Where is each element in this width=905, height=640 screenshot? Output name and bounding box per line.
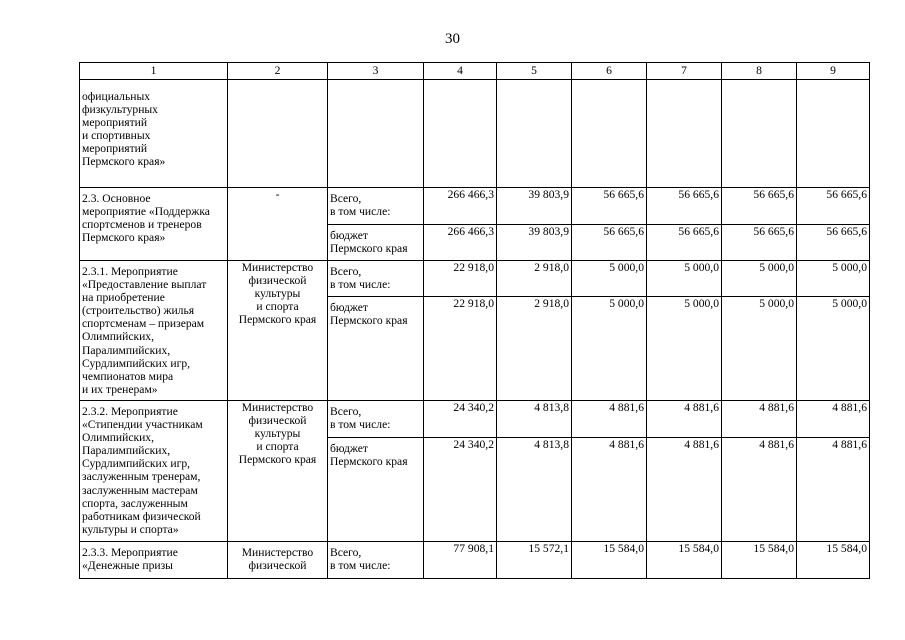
- empty-cell: [797, 80, 870, 188]
- value-cell: 56 665,6: [572, 225, 647, 261]
- value-cell: 4 881,6: [797, 438, 870, 542]
- value-cell: 56 665,6: [797, 188, 870, 225]
- table-row: [80, 542, 870, 579]
- measure-name: 2.3. Основное мероприятие «Поддержка спортсменов и тренеров Пермского края»: [80, 188, 228, 261]
- column-header: 2: [228, 63, 328, 80]
- funding-label: Всего, в том числе:: [328, 401, 424, 438]
- funding-label: бюджет Пермского края: [328, 225, 424, 261]
- empty-cell: [572, 80, 647, 188]
- value-cell: 15 584,0: [797, 542, 870, 579]
- column-header: 6: [572, 63, 647, 80]
- executor-cell: -: [228, 188, 328, 261]
- value-cell: 24 340,2: [424, 401, 497, 438]
- column-header: 1: [80, 63, 228, 80]
- value-cell: 24 340,2: [424, 438, 497, 542]
- value-cell: 56 665,6: [572, 188, 647, 225]
- empty-cell: [228, 80, 328, 188]
- value-cell: 56 665,6: [647, 225, 722, 261]
- measure-name: 2.3.2. Мероприятие «Стипендии участникам Олимпийских, Паралимпийских, Сурдлимпийских игр, заслуженным тренерам, заслуженным мастерам спорта, заслуженным работникам физической культуры и спорта»: [80, 401, 228, 542]
- value-cell: 22 918,0: [424, 297, 497, 401]
- value-cell: 56 665,6: [722, 188, 797, 225]
- table-row-continued: [80, 80, 870, 188]
- value-cell: 4 881,6: [722, 401, 797, 438]
- value-cell: 56 665,6: [647, 188, 722, 225]
- funding-label: бюджет Пермского края: [328, 438, 424, 542]
- value-cell: 56 665,6: [722, 225, 797, 261]
- value-cell: 4 813,8: [497, 438, 572, 542]
- value-cell: 5 000,0: [572, 297, 647, 401]
- value-cell: 39 803,9: [497, 188, 572, 225]
- column-header: 7: [647, 63, 722, 80]
- value-cell: 4 881,6: [797, 401, 870, 438]
- column-header: 5: [497, 63, 572, 80]
- budget-table: [79, 62, 870, 579]
- page-number: 30: [445, 31, 460, 47]
- value-cell: 15 584,0: [722, 542, 797, 579]
- funding-label: Всего, в том числе:: [328, 542, 424, 579]
- empty-cell: [647, 80, 722, 188]
- value-cell: 56 665,6: [797, 225, 870, 261]
- value-cell: 4 881,6: [572, 401, 647, 438]
- value-cell: 5 000,0: [722, 261, 797, 297]
- column-header: 3: [328, 63, 424, 80]
- value-cell: 77 908,1: [424, 542, 497, 579]
- column-header: 9: [797, 63, 870, 80]
- measure-name-continued: официальных физкультурных мероприятий и спортивных мероприятий Пермского края»: [80, 80, 228, 188]
- executor-cell: Министерство физической культуры и спорта Пермского края: [228, 261, 328, 401]
- value-cell: 2 918,0: [497, 297, 572, 401]
- value-cell: 266 466,3: [424, 188, 497, 225]
- measure-name: 2.3.1. Мероприятие «Предоставление выплат на приобретение (строительство) жилья спортсменам – призерам Олимпийских, Паралимпийских, Сурдлимпийских игр, чемпионатов мира и их тренерам»: [80, 261, 228, 401]
- value-cell: 5 000,0: [647, 261, 722, 297]
- empty-cell: [722, 80, 797, 188]
- measure-name: 2.3.3. Мероприятие «Денежные призы: [80, 542, 228, 579]
- value-cell: 4 881,6: [647, 401, 722, 438]
- funding-label: Всего, в том числе:: [328, 261, 424, 297]
- empty-cell: [424, 80, 497, 188]
- table-row: [80, 261, 870, 297]
- value-cell: 39 803,9: [497, 225, 572, 261]
- header-row: [80, 63, 870, 80]
- value-cell: 4 881,6: [647, 438, 722, 542]
- column-header: 4: [424, 63, 497, 80]
- value-cell: 4 813,8: [497, 401, 572, 438]
- table-row: [80, 401, 870, 438]
- value-cell: 4 881,6: [722, 438, 797, 542]
- value-cell: 5 000,0: [647, 297, 722, 401]
- value-cell: 5 000,0: [722, 297, 797, 401]
- executor-cell: Министерство физической: [228, 542, 328, 579]
- value-cell: 15 584,0: [647, 542, 722, 579]
- funding-label: бюджет Пермского края: [328, 297, 424, 401]
- empty-cell: [497, 80, 572, 188]
- value-cell: 5 000,0: [572, 261, 647, 297]
- value-cell: 4 881,6: [572, 438, 647, 542]
- value-cell: 5 000,0: [797, 261, 870, 297]
- value-cell: 15 584,0: [572, 542, 647, 579]
- value-cell: 2 918,0: [497, 261, 572, 297]
- table-row: [80, 188, 870, 225]
- funding-label: Всего, в том числе:: [328, 188, 424, 225]
- value-cell: 266 466,3: [424, 225, 497, 261]
- value-cell: 15 572,1: [497, 542, 572, 579]
- empty-cell: [328, 80, 424, 188]
- column-header: 8: [722, 63, 797, 80]
- executor-cell: Министерство физической культуры и спорта Пермского края: [228, 401, 328, 542]
- value-cell: 5 000,0: [797, 297, 870, 401]
- value-cell: 22 918,0: [424, 261, 497, 297]
